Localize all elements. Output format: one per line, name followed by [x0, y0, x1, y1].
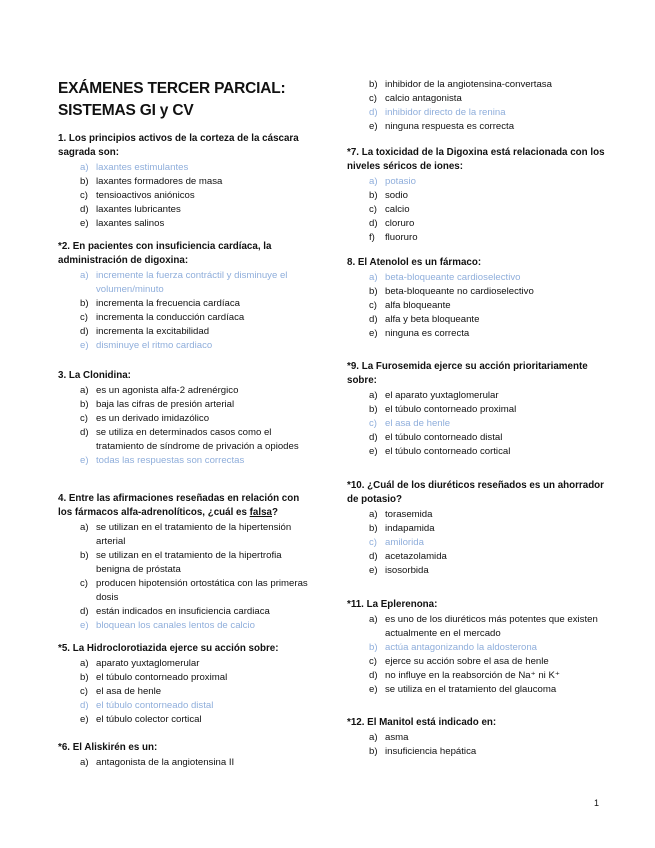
option-text: ninguna es correcta — [385, 328, 470, 339]
option-text: insuficiencia hepática — [385, 746, 477, 757]
option-item — [347, 683, 605, 697]
options-list — [58, 384, 316, 468]
option-label: c) — [80, 686, 88, 697]
option-label: b) — [80, 176, 89, 187]
option-item — [347, 313, 605, 327]
option-text: aparato yuxtaglomerular — [96, 658, 200, 669]
option-item-highlighted — [347, 106, 605, 120]
option-label: e) — [80, 455, 89, 466]
option-item — [347, 564, 605, 578]
option-text: indapamida — [385, 523, 435, 534]
option-item — [347, 78, 605, 92]
page-number: 1 — [594, 798, 600, 808]
option-text: incremente la fuerza contráctil y disminuye el volumen/minuto — [96, 270, 288, 295]
option-text: laxantes salinos — [96, 218, 165, 229]
question-text: 1. Los principios activos de la corteza de la cáscara sagrada son: — [58, 133, 299, 158]
option-text: alfa y beta bloqueante — [385, 314, 480, 325]
option-label: b) — [369, 746, 378, 757]
question-block — [58, 369, 316, 468]
option-text: es un agonista alfa-2 adrenérgico — [96, 385, 239, 396]
option-text: laxantes lubricantes — [96, 204, 181, 215]
option-label: a) — [369, 390, 378, 401]
option-text: tensioactivos aniónicos — [96, 190, 195, 201]
option-label: b) — [369, 523, 378, 534]
option-text: se utilizan en el tratamiento de la hipertrofia benigna de próstata — [96, 550, 282, 575]
option-text: cloruro — [385, 218, 415, 229]
option-item — [347, 189, 605, 203]
option-label: d) — [80, 606, 89, 617]
option-item — [58, 203, 316, 217]
question-text: *6. El Aliskirén es un: — [58, 742, 158, 753]
option-item — [347, 613, 605, 641]
question-block — [58, 642, 316, 727]
page-title — [58, 78, 318, 122]
option-item-highlighted — [58, 269, 316, 297]
question-text-part: 4. Entre las afirmaciones reseñadas en relación con los fármacos alfa-adrenolíticos, ¿cuál es — [58, 493, 300, 518]
option-label: b) — [369, 286, 378, 297]
question-text: *11. La Eplerenona: — [347, 599, 438, 610]
option-label: b) — [80, 399, 89, 410]
options-list — [347, 78, 605, 134]
option-text: ejerce su acción sobre el asa de henle — [385, 656, 549, 667]
option-item — [347, 299, 605, 313]
option-text: el asa de henle — [96, 686, 162, 697]
option-label: c) — [369, 300, 377, 311]
question-block — [58, 132, 316, 231]
option-label: d) — [369, 314, 378, 325]
option-text: sodio — [385, 190, 408, 201]
option-item-highlighted — [347, 175, 605, 189]
option-text: el túbulo contorneado proximal — [385, 404, 517, 415]
option-label: a) — [80, 270, 89, 281]
option-item — [347, 508, 605, 522]
option-label: b) — [369, 404, 378, 415]
question-block — [347, 256, 605, 341]
question-text: *12. El Manitol está indicado en: — [347, 717, 497, 728]
option-item — [347, 92, 605, 106]
option-text: inhibidor directo de la renina — [385, 107, 506, 118]
option-item — [347, 217, 605, 231]
option-label: c) — [369, 93, 377, 104]
option-label: a) — [80, 162, 89, 173]
option-item — [58, 685, 316, 699]
options-list — [347, 175, 605, 245]
option-text: laxantes estimulantes — [96, 162, 189, 173]
option-item — [347, 431, 605, 445]
option-text: baja las cifras de presión arterial — [96, 399, 235, 410]
option-text: disminuye el ritmo cardiaco — [96, 340, 213, 351]
option-label: b) — [369, 642, 378, 653]
options-list — [347, 613, 605, 697]
option-item — [347, 403, 605, 417]
option-item — [347, 327, 605, 341]
option-text: se utilizan en el tratamiento de la hipertensión arterial — [96, 522, 292, 547]
option-label: d) — [369, 218, 378, 229]
option-text: calcio antagonista — [385, 93, 462, 104]
option-label: c) — [369, 418, 377, 429]
options-list — [58, 657, 316, 727]
option-label: c) — [369, 656, 377, 667]
option-item — [58, 297, 316, 311]
option-item-highlighted — [58, 161, 316, 175]
option-label: a) — [369, 614, 378, 625]
option-item — [347, 669, 605, 683]
option-item-highlighted — [347, 641, 605, 655]
option-text: beta-bloqueante no cardioselectivo — [385, 286, 534, 297]
option-label: a) — [369, 272, 378, 283]
option-item — [58, 657, 316, 671]
option-text: fluoruro — [385, 232, 418, 243]
option-text: todas las respuestas son correctas — [96, 455, 245, 466]
option-item-highlighted — [347, 271, 605, 285]
option-text: es un derivado imidazólico — [96, 413, 210, 424]
option-item — [58, 426, 316, 454]
option-text: laxantes formadores de masa — [96, 176, 223, 187]
option-label: f) — [369, 232, 375, 243]
option-item — [58, 311, 316, 325]
option-item — [58, 713, 316, 727]
option-label: a) — [80, 757, 89, 768]
question-text: 3. La Clonidina: — [58, 370, 131, 381]
option-text: inhibidor de la angiotensina-convertasa — [385, 79, 552, 90]
option-label: c) — [80, 312, 88, 323]
option-label: d) — [80, 204, 89, 215]
option-item — [58, 549, 316, 577]
option-label: d) — [369, 432, 378, 443]
option-label: a) — [80, 385, 89, 396]
question-block — [58, 492, 316, 633]
question-block — [58, 240, 316, 353]
option-item — [347, 203, 605, 217]
option-label: e) — [80, 714, 89, 725]
option-text: potasio — [385, 176, 416, 187]
option-item — [347, 445, 605, 459]
question-block — [347, 78, 605, 134]
option-label: e) — [369, 121, 378, 132]
option-label: d) — [369, 551, 378, 562]
option-label: e) — [369, 684, 378, 695]
option-text: actúa antagonizando la aldosterona — [385, 642, 538, 653]
option-label: e) — [369, 328, 378, 339]
options-list — [58, 269, 316, 353]
options-list — [347, 271, 605, 341]
option-text: calcio — [385, 204, 410, 215]
option-item — [58, 577, 316, 605]
option-label: a) — [369, 176, 378, 187]
options-list — [347, 389, 605, 459]
option-label: c) — [369, 204, 377, 215]
option-text: el túbulo contorneado distal — [96, 700, 214, 711]
option-text: el túbulo contorneado cortical — [385, 446, 511, 457]
option-text: el túbulo colector cortical — [96, 714, 202, 725]
question-text-part: ? — [272, 507, 278, 518]
question-block — [347, 716, 605, 759]
option-text: alfa bloqueante — [385, 300, 451, 311]
question-block — [347, 146, 605, 245]
option-text: antagonista de la angiotensina II — [96, 757, 235, 768]
options-list — [58, 161, 316, 231]
question-text — [58, 492, 316, 520]
options-list — [347, 731, 605, 759]
option-label: d) — [80, 427, 89, 438]
option-label: c) — [80, 190, 88, 201]
option-text: no influye en la reabsorción de Na⁺ ni K⁺ — [385, 670, 560, 681]
option-label: e) — [80, 340, 89, 351]
option-item — [58, 521, 316, 549]
option-label: d) — [80, 326, 89, 337]
option-item-highlighted — [58, 454, 316, 468]
option-text: incrementa la frecuencia cardíaca — [96, 298, 240, 309]
option-text: el túbulo contorneado distal — [385, 432, 503, 443]
option-text: están indicados en insuficiencia cardiaca — [96, 606, 270, 617]
question-block — [347, 598, 605, 697]
option-item-highlighted — [347, 536, 605, 550]
option-label: e) — [369, 565, 378, 576]
question-block — [347, 360, 605, 459]
option-item — [347, 731, 605, 745]
question-block — [347, 479, 605, 578]
option-item-highlighted — [58, 699, 316, 713]
option-text: asma — [385, 732, 409, 743]
option-item-highlighted — [347, 417, 605, 431]
question-text-underlined: falsa — [249, 507, 272, 518]
option-text: se utiliza en el tratamiento del glaucoma — [385, 684, 557, 695]
option-label: c) — [369, 537, 377, 548]
option-text: incrementa la conducción cardíaca — [96, 312, 245, 323]
option-text: el aparato yuxtaglomerular — [385, 390, 499, 401]
option-label: a) — [369, 732, 378, 743]
option-item — [58, 217, 316, 231]
option-item — [58, 398, 316, 412]
question-text: *9. La Furosemida ejerce su acción prioritariamente sobre: — [347, 361, 588, 386]
option-label: d) — [369, 107, 378, 118]
option-label: b) — [80, 298, 89, 309]
option-item — [347, 522, 605, 536]
option-text: isosorbida — [385, 565, 429, 576]
option-item-highlighted — [58, 339, 316, 353]
option-label: d) — [369, 670, 378, 681]
option-item — [347, 231, 605, 245]
option-label: b) — [80, 672, 89, 683]
option-text: se utiliza en determinados casos como el tratamiento de síndrome de privación a opiodes — [96, 427, 299, 452]
option-label: c) — [80, 413, 88, 424]
option-label: a) — [369, 509, 378, 520]
option-label: c) — [80, 578, 88, 589]
option-label: b) — [369, 190, 378, 201]
option-label: d) — [80, 700, 89, 711]
option-label: b) — [80, 550, 89, 561]
option-text: es uno de los diuréticos más potentes que existen actualmente en el mercado — [385, 614, 598, 639]
option-text: ninguna respuesta es correcta — [385, 121, 515, 132]
option-text: el asa de henle — [385, 418, 451, 429]
option-item — [58, 189, 316, 203]
option-text: el túbulo contorneado proximal — [96, 672, 228, 683]
option-label: b) — [369, 79, 378, 90]
option-item — [58, 175, 316, 189]
option-text: torasemida — [385, 509, 433, 520]
option-item — [347, 745, 605, 759]
options-list — [58, 521, 316, 633]
option-label: e) — [80, 218, 89, 229]
option-item — [347, 120, 605, 134]
option-item — [58, 325, 316, 339]
option-text: acetazolamida — [385, 551, 447, 562]
option-item — [58, 412, 316, 426]
option-text: amilorida — [385, 537, 424, 548]
option-text: incrementa la excitabilidad — [96, 326, 210, 337]
question-text: 8. El Atenolol es un fármaco: — [347, 257, 482, 268]
question-text: *5. La Hidroclorotiazida ejerce su acción sobre: — [58, 643, 279, 654]
title-line-2: SISTEMAS GI y CV — [58, 102, 194, 119]
option-item — [58, 756, 316, 770]
option-text: producen hipotensión ortostática con las primeras dosis — [96, 578, 308, 603]
question-text: *10. ¿Cuál de los diuréticos reseñados es un ahorrador de potasio? — [347, 480, 604, 505]
option-item — [58, 384, 316, 398]
question-text: *2. En pacientes con insuficiencia cardíaca, la administración de digoxina: — [58, 241, 272, 266]
option-label: a) — [80, 522, 89, 533]
option-label: e) — [80, 620, 89, 631]
option-item — [347, 550, 605, 564]
option-item — [58, 605, 316, 619]
title-line-1: EXÁMENES TERCER PARCIAL: — [58, 80, 286, 97]
option-item — [347, 285, 605, 299]
option-text: bloquean los canales lentos de calcio — [96, 620, 255, 631]
question-block — [58, 741, 316, 770]
option-label: a) — [80, 658, 89, 669]
option-item — [58, 671, 316, 685]
option-item-highlighted — [58, 619, 316, 633]
option-label: e) — [369, 446, 378, 457]
question-text: *7. La toxicidad de la Digoxina está relacionada con los niveles séricos de iones: — [347, 147, 605, 172]
options-list — [58, 756, 316, 770]
options-list — [347, 508, 605, 578]
option-text: beta-bloqueante cardioselectivo — [385, 272, 521, 283]
option-item — [347, 389, 605, 403]
option-item — [347, 655, 605, 669]
